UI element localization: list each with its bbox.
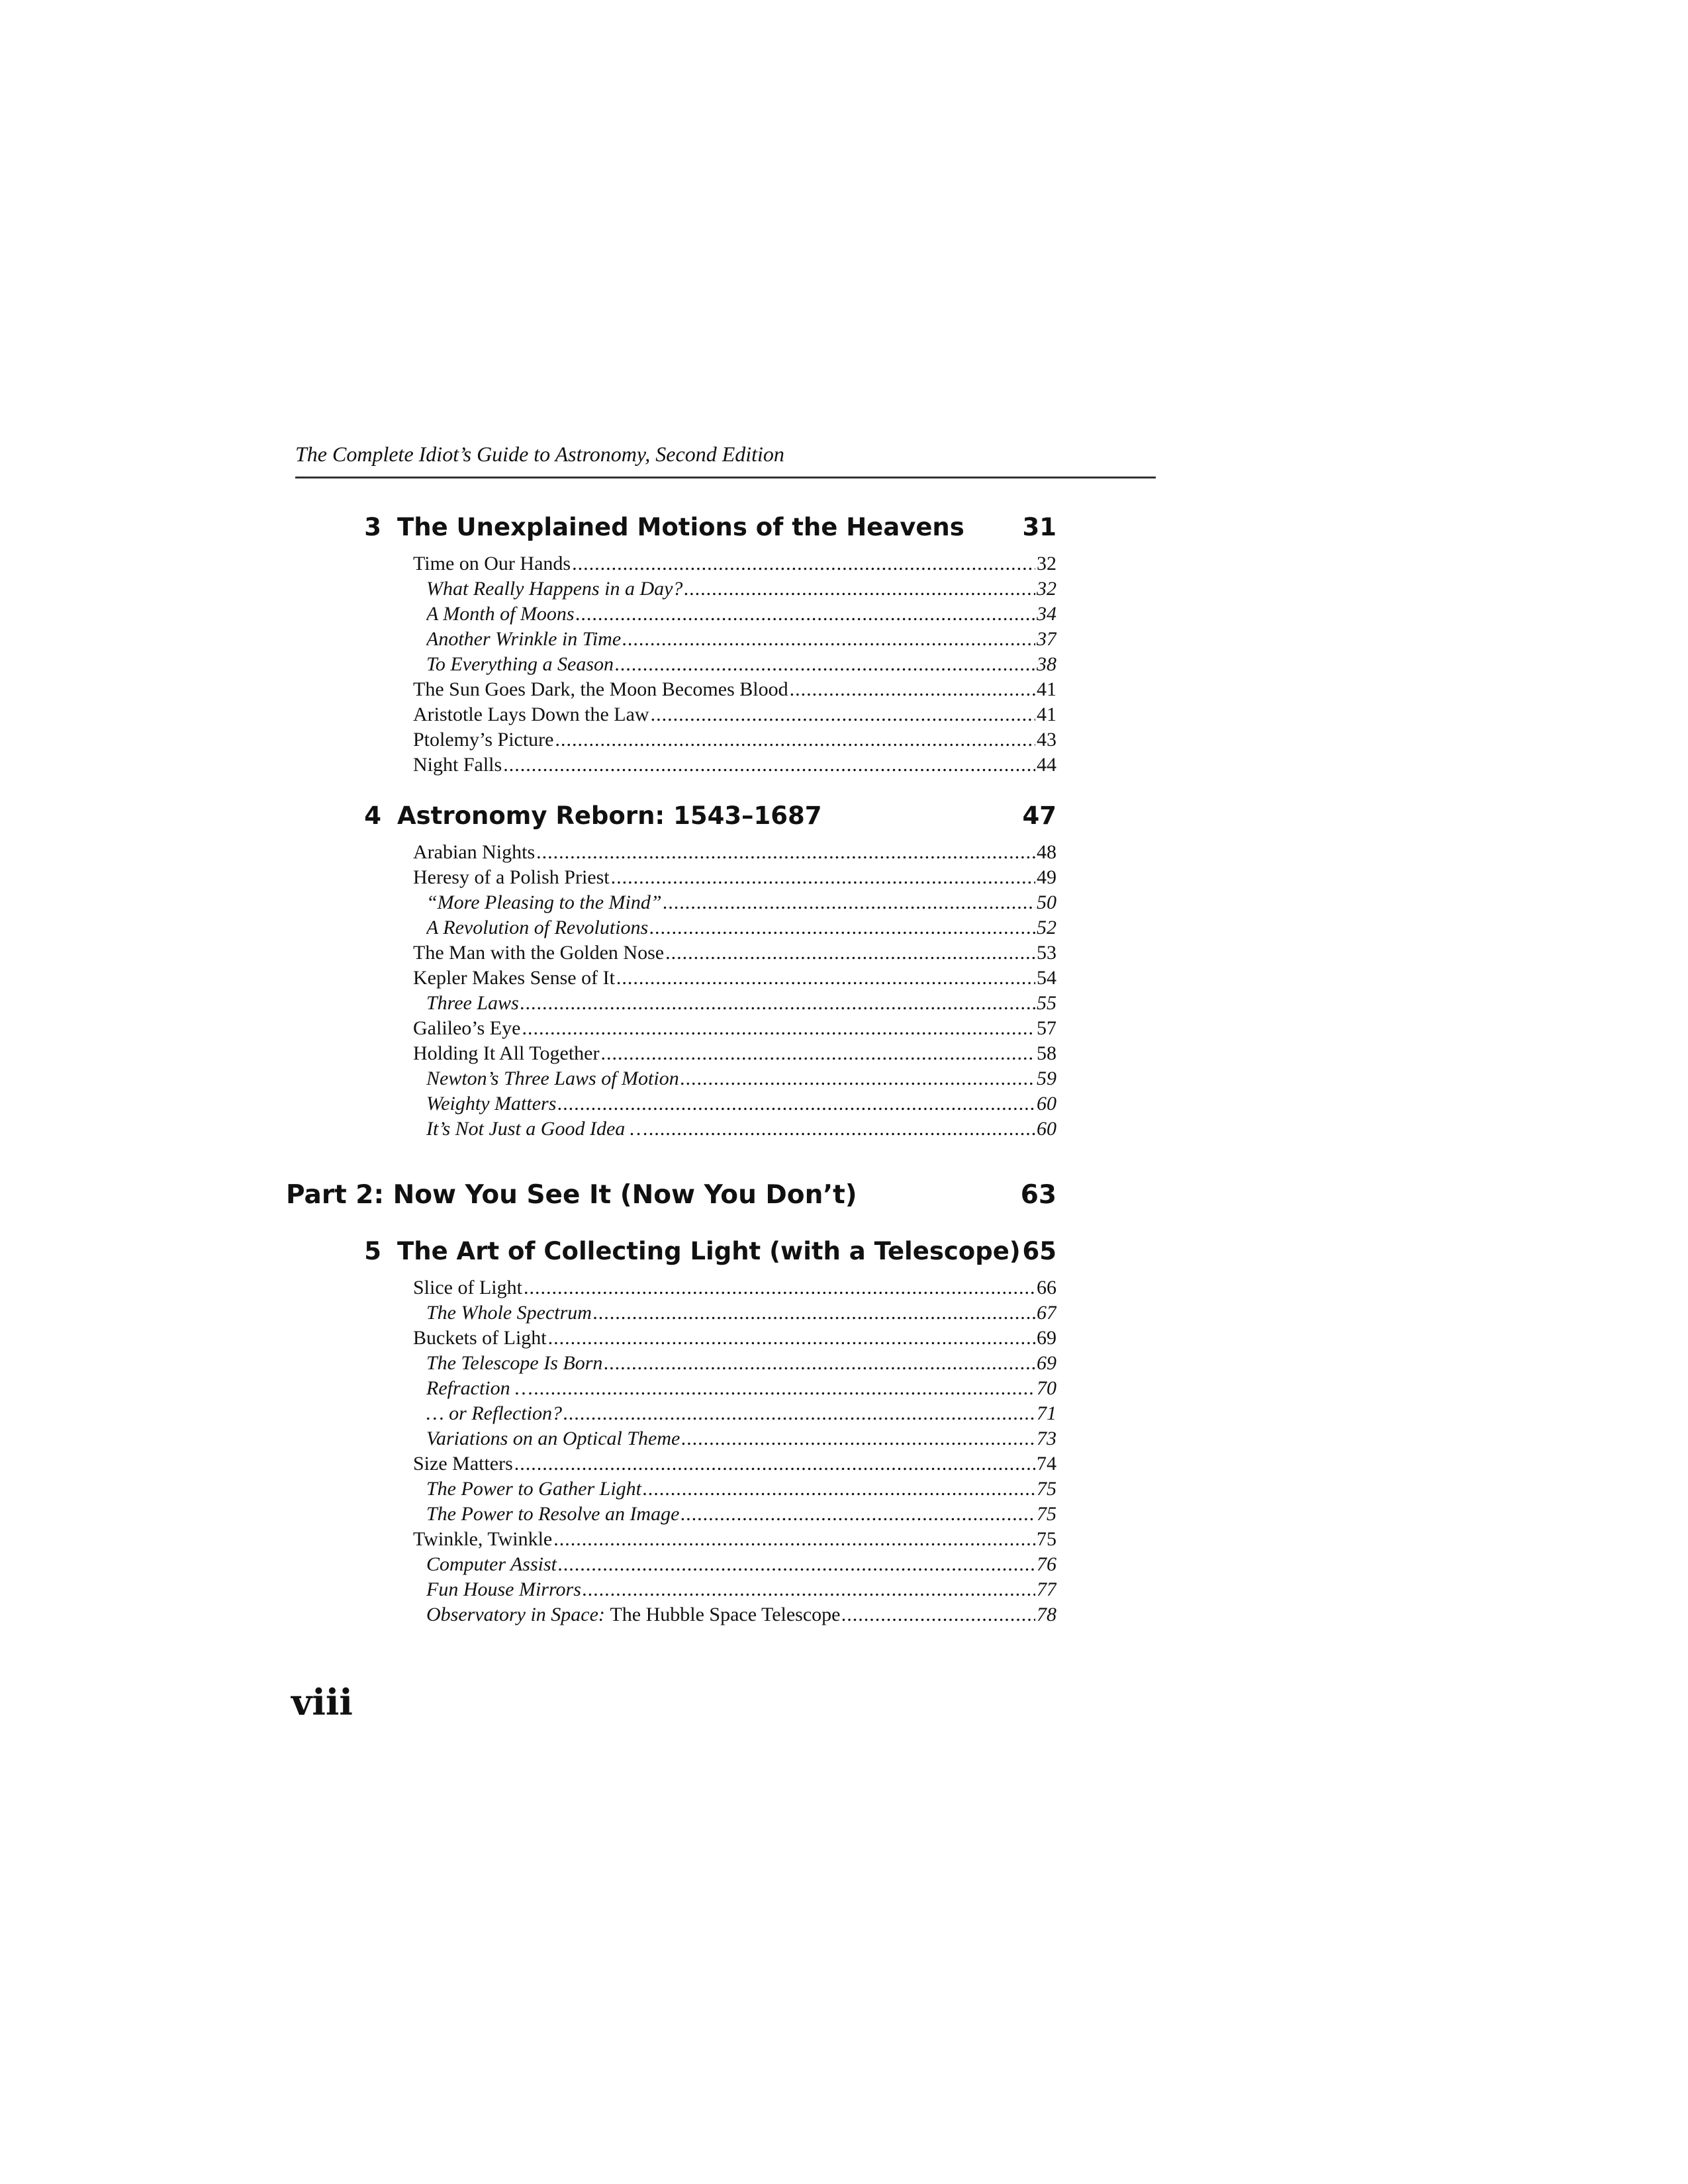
toc-entry-page: 78 (1037, 1604, 1056, 1625)
toc-entry-label: Buckets of Light (413, 1327, 547, 1349)
toc-entry-page: 69 (1037, 1352, 1056, 1374)
toc-entry-label: Another Wrinkle in Time (426, 628, 622, 650)
dot-leader (524, 1277, 1035, 1299)
toc-subentry (426, 578, 1056, 603)
toc-entry-page: 70 (1037, 1377, 1056, 1399)
dot-leader (663, 891, 1035, 914)
toc-entry-page: 58 (1037, 1042, 1056, 1064)
toc-entry (413, 967, 1056, 992)
chapter-number: 5 (364, 1237, 381, 1265)
toc-entry-label: … or Reflection? (426, 1402, 562, 1424)
toc-entry-label: Twinkle, Twinkle (413, 1528, 553, 1550)
toc-entry-label: Fun House Mirrors (426, 1578, 581, 1600)
toc-entry-page: 75 (1037, 1503, 1056, 1525)
chapter-heading (344, 1237, 1056, 1270)
toc-entry-page: 34 (1037, 603, 1056, 625)
part-title: Part 2: Now You See It (Now You Don’t) (286, 1180, 857, 1210)
dot-leader (593, 1302, 1035, 1324)
chapter-title: Astronomy Reborn: 1543–1687 (397, 801, 822, 830)
toc-entry-page: 55 (1037, 992, 1056, 1014)
toc-entry-label: Kepler Makes Sense of It (413, 967, 615, 989)
dot-leader (563, 1402, 1035, 1425)
toc-subentry (426, 1478, 1056, 1503)
toc-entry-page: 67 (1037, 1302, 1056, 1324)
dot-leader (841, 1604, 1035, 1626)
toc-entry (413, 841, 1056, 866)
dot-leader (681, 1428, 1035, 1450)
toc-subentry (426, 628, 1056, 653)
toc-entry-page: 43 (1037, 729, 1056, 751)
dot-leader (649, 1118, 1035, 1140)
toc-entry-label: It’s Not Just a Good Idea … (426, 1118, 648, 1140)
toc-subentry (426, 653, 1056, 678)
toc-entry-label: A Revolution of Revolutions (426, 917, 649, 938)
toc-entry-label-extra: The Hubble Space Telescope (610, 1604, 841, 1625)
toc-subentry (426, 1604, 1056, 1629)
toc-subentry (426, 917, 1056, 942)
dot-leader (649, 917, 1035, 939)
toc-subentry (426, 992, 1056, 1017)
toc-entry-page: 44 (1037, 754, 1056, 776)
table-of-contents (286, 513, 1056, 1629)
toc-entry-label: “More Pleasing to the Mind” (426, 891, 662, 913)
toc-entry-label: Ptolemy’s Picture (413, 729, 554, 751)
chapter-number: 4 (364, 801, 381, 830)
toc-subentry (426, 1578, 1056, 1604)
toc-entry-page: 77 (1037, 1578, 1056, 1600)
header-rule (295, 477, 1156, 478)
toc-entry (413, 678, 1056, 704)
toc-entry-page: 32 (1037, 553, 1056, 574)
dot-leader (615, 653, 1035, 676)
toc-entry-page: 41 (1037, 678, 1056, 700)
toc-subentry (426, 1352, 1056, 1377)
toc-entry-page: 53 (1037, 942, 1056, 964)
dot-leader (643, 1478, 1035, 1500)
toc-entry-page: 75 (1037, 1528, 1056, 1550)
toc-entry-page: 60 (1037, 1093, 1056, 1115)
toc-entry-label: Night Falls (413, 754, 502, 776)
toc-entry-label: Slice of Light (413, 1277, 522, 1298)
toc-entry-page: 57 (1037, 1017, 1056, 1039)
toc-entry-page: 73 (1037, 1428, 1056, 1449)
toc-entry (413, 729, 1056, 754)
toc-entry-page: 50 (1037, 891, 1056, 913)
dot-leader (600, 1042, 1035, 1065)
chapter-title: The Unexplained Motions of the Heavens (397, 513, 964, 541)
toc-entry-label: Weighty Matters (426, 1093, 557, 1115)
dot-leader (553, 1528, 1035, 1551)
toc-entry-page: 37 (1037, 628, 1056, 650)
chapter-heading (344, 801, 1056, 835)
dot-leader (558, 1553, 1035, 1576)
toc-entry-label: Refraction … (426, 1377, 533, 1399)
dot-leader (520, 992, 1035, 1015)
toc-entry-page: 59 (1037, 1068, 1056, 1089)
toc-entry-page: 76 (1037, 1553, 1056, 1575)
toc-entry (413, 1327, 1056, 1352)
toc-entry-page: 52 (1037, 917, 1056, 938)
toc-entry-label: Aristotle Lays Down the Law (413, 704, 649, 725)
dot-leader (684, 578, 1035, 600)
toc-entry-label: The Sun Goes Dark, the Moon Becomes Blood (413, 678, 788, 700)
toc-entry-label: To Everything a Season (426, 653, 614, 675)
toc-entry (413, 1017, 1056, 1042)
part-heading (286, 1180, 1056, 1214)
toc-entry-label: What Really Happens in a Day? (426, 578, 683, 600)
dot-leader (572, 553, 1035, 575)
toc-subentry (426, 1377, 1056, 1402)
dot-leader (651, 704, 1035, 726)
toc-entry-page: 60 (1037, 1118, 1056, 1140)
toc-entry (413, 553, 1056, 578)
toc-entry-label: Time on Our Hands (413, 553, 571, 574)
toc-subentry (426, 891, 1056, 917)
toc-subentry (426, 1093, 1056, 1118)
toc-entry-label: The Power to Resolve an Image (426, 1503, 680, 1525)
dot-leader (680, 1068, 1035, 1090)
toc-entry-label: Holding It All Together (413, 1042, 600, 1064)
toc-entry-label: The Telescope Is Born (426, 1352, 603, 1374)
running-head: The Complete Idiot’s Guide to Astronomy, Second Edition (295, 442, 784, 466)
toc-subentry (426, 1302, 1056, 1327)
dot-leader (557, 1093, 1035, 1115)
toc-entry (413, 1453, 1056, 1478)
toc-entry-label: The Power to Gather Light (426, 1478, 642, 1500)
toc-entry-label: The Man with the Golden Nose (413, 942, 665, 964)
toc-subentry (426, 603, 1056, 628)
toc-entry-page: 54 (1037, 967, 1056, 989)
chapter-page: 47 (1022, 801, 1056, 830)
dot-leader (534, 1377, 1035, 1400)
toc-entry-page: 66 (1037, 1277, 1056, 1298)
chapter-number: 3 (364, 513, 381, 541)
dot-leader (536, 841, 1035, 864)
toc-entry-page: 49 (1037, 866, 1056, 888)
toc-entry-label: Galileo’s Eye (413, 1017, 521, 1039)
dot-leader (790, 678, 1035, 701)
dot-leader (622, 628, 1035, 651)
dot-leader (548, 1327, 1035, 1349)
dot-leader (555, 729, 1036, 751)
chapter-heading (344, 513, 1056, 546)
toc-entry-page: 74 (1037, 1453, 1056, 1475)
dot-leader (616, 967, 1035, 989)
dot-leader (680, 1503, 1035, 1525)
toc-entry (413, 1528, 1056, 1553)
toc-entry-page: 41 (1037, 704, 1056, 725)
toc-subentry (426, 1428, 1056, 1453)
toc-subentry (426, 1118, 1056, 1143)
toc-entry (413, 866, 1056, 891)
dot-leader (576, 603, 1035, 625)
toc-subentry (426, 1553, 1056, 1578)
toc-subentry (426, 1402, 1056, 1428)
dot-leader (665, 942, 1035, 964)
toc-subentry (426, 1503, 1056, 1528)
toc-entry-page: 32 (1037, 578, 1056, 600)
dot-leader (514, 1453, 1035, 1475)
chapter-page: 31 (1022, 513, 1056, 541)
toc-entry-page: 71 (1037, 1402, 1056, 1424)
dot-leader (522, 1017, 1035, 1040)
chapter-title: The Art of Collecting Light (with a Telescope) (397, 1237, 1021, 1265)
toc-entry-label: Observatory in Space: (426, 1604, 605, 1625)
toc-entry-page: 38 (1037, 653, 1056, 675)
toc-entry (413, 754, 1056, 779)
toc-entry (413, 942, 1056, 967)
toc-entry-label: A Month of Moons (426, 603, 575, 625)
toc-entry-label: Size Matters (413, 1453, 513, 1475)
toc-entry-label: The Whole Spectrum (426, 1302, 592, 1324)
page-number: viii (291, 1681, 353, 1723)
chapter-page: 65 (1022, 1237, 1056, 1265)
toc-entry-label: Arabian Nights (413, 841, 536, 863)
dot-leader (503, 754, 1035, 776)
toc-entry-page: 75 (1037, 1478, 1056, 1500)
dot-leader (611, 866, 1035, 889)
dot-leader (583, 1578, 1035, 1601)
toc-entry-label: Three Laws (426, 992, 519, 1014)
toc-entry (413, 1277, 1056, 1302)
toc-entry-page: 69 (1037, 1327, 1056, 1349)
toc-entry-label: Computer Assist (426, 1553, 557, 1575)
toc-entry-label: Heresy of a Polish Priest (413, 866, 610, 888)
toc-entry (413, 704, 1056, 729)
part-page: 63 (1020, 1180, 1056, 1210)
dot-leader (604, 1352, 1035, 1375)
toc-entry-label: Newton’s Three Laws of Motion (426, 1068, 679, 1089)
toc-subentry (426, 1068, 1056, 1093)
toc-entry-page: 48 (1037, 841, 1056, 863)
toc-entry (413, 1042, 1056, 1068)
toc-entry-label: Variations on an Optical Theme (426, 1428, 680, 1449)
